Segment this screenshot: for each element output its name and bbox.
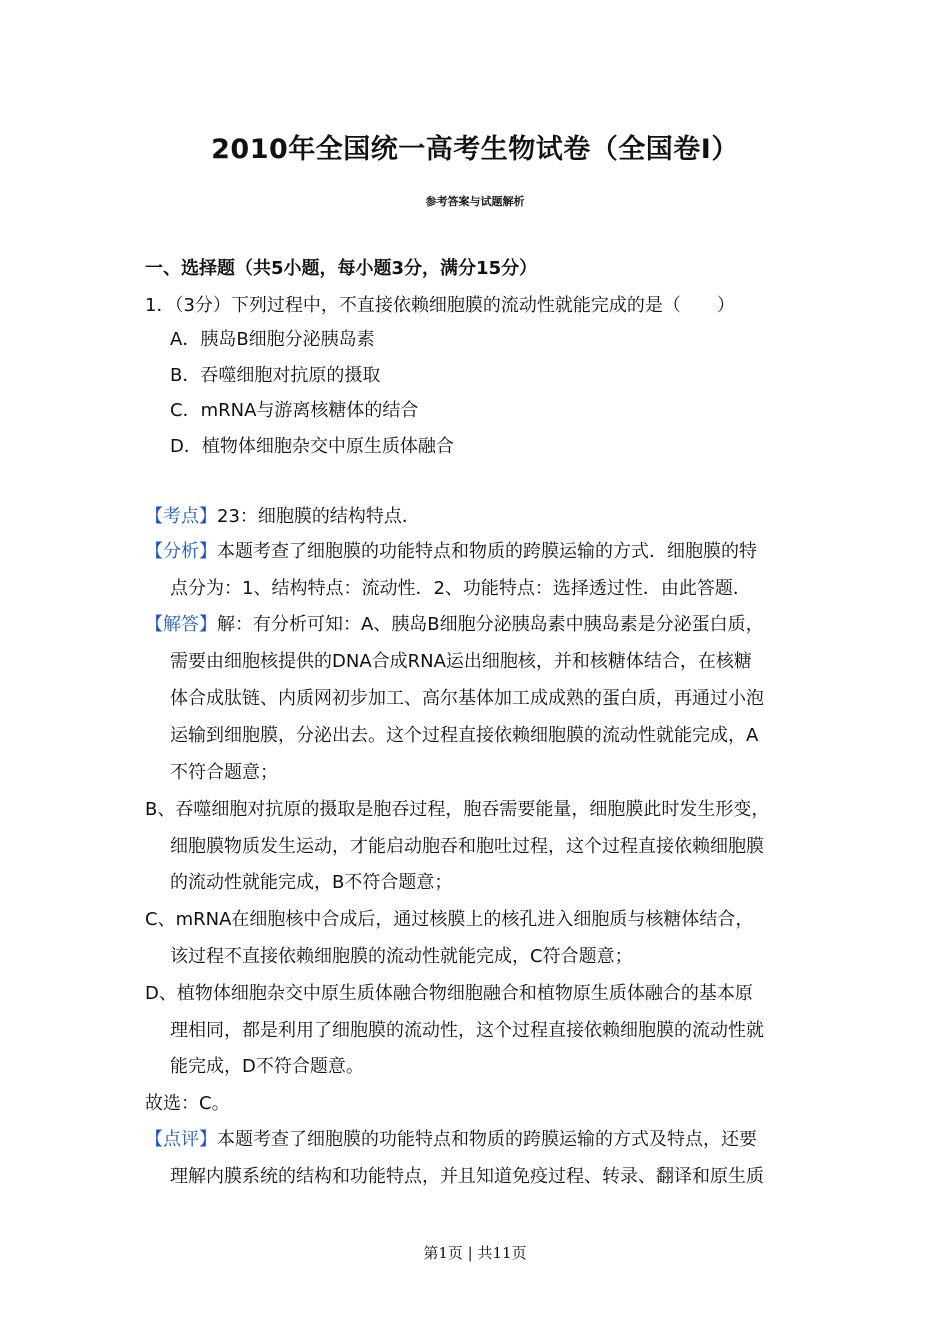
dianping-line-1	[145, 1126, 757, 1154]
page-title: 2010年全国统一高考生物试卷（全国卷Ⅰ）	[211, 134, 739, 165]
dianping-label: 【点评】	[145, 1129, 217, 1150]
jieda-line-2: 需要由细胞核提供的DNA合成RNA运出细胞核，并和核糖体结合，在核糖	[170, 651, 752, 672]
b-line-1: B、吞噬细胞对抗原的摄取是胞吞过程，胞吞需要能量，细胞膜此时发生形变，	[145, 799, 770, 820]
option-a: A．胰岛B细胞分泌胰岛素	[170, 329, 375, 350]
dianping-line-2: 理解内膜系统的结构和功能特点，并且知道免疫过程、转录、翻译和原生质	[170, 1166, 764, 1187]
option-d: D．植物体细胞杂交中原生质体融合	[170, 436, 454, 457]
jieda-line-1	[145, 611, 764, 639]
d-line-2: 理相同，都是利用了细胞膜的流动性，这个过程直接依赖细胞膜的流动性就	[170, 1020, 764, 1041]
jieda-line-4: 运输到细胞膜，分泌出去。这个过程直接依赖细胞膜的流动性就能完成，A	[170, 725, 759, 746]
option-b: B．吞噬细胞对抗原的摄取	[170, 365, 381, 386]
d-line-3: 能完成，D不符合题意。	[170, 1056, 364, 1077]
fenxi-text-1: 本题考查了细胞膜的功能特点和物质的跨膜运输的方式．细胞膜的特	[217, 541, 757, 562]
fenxi-label: 【分析】	[145, 541, 217, 562]
fenxi-line-1	[145, 538, 757, 566]
c-line-1: C、mRNA在细胞核中合成后，通过核膜上的核孔进入细胞质与核糖体结合，	[145, 909, 754, 930]
kaodian-line	[145, 503, 420, 531]
page-footer: 第1页 | 共11页	[423, 1244, 527, 1262]
section-heading: 一、选择题（共5小题，每小题3分，满分15分）	[145, 258, 538, 279]
kaodian-label: 【考点】	[145, 506, 217, 527]
question-stem: 1．（3分）下列过程中，不直接依赖细胞膜的流动性就能完成的是（ ）	[145, 295, 735, 316]
jieda-label: 【解答】	[145, 614, 217, 635]
answer-line: 故选：C。	[145, 1093, 230, 1114]
c-line-2: 该过程不直接依赖细胞膜的流动性就能完成，C符合题意；	[170, 946, 633, 967]
dianping-text-1: 本题考查了细胞膜的功能特点和物质的跨膜运输的方式及特点，还要	[217, 1129, 757, 1150]
option-c: C．mRNA与游离核糖体的结合	[170, 400, 419, 421]
b-line-2: 细胞膜物质发生运动，才能启动胞吞和胞吐过程，这个过程直接依赖细胞膜	[170, 836, 764, 857]
jieda-line-5: 不符合题意；	[170, 762, 278, 783]
jieda-line-3: 体合成肽链、内质网初步加工、高尔基体加工成成熟的蛋白质，再通过小泡	[170, 688, 764, 709]
d-line-1: D、植物体细胞杂交中原生质体融合物细胞融合和植物原生质体融合的基本原	[145, 983, 753, 1004]
jieda-text-1: 解：有分析可知：A、胰岛B细胞分泌胰岛素中胰岛素是分泌蛋白质，	[217, 614, 764, 635]
kaodian-text: 23：细胞膜的结构特点．	[217, 506, 420, 527]
page-subtitle: 参考答案与试题解析	[425, 195, 525, 208]
b-line-3: 的流动性就能完成，B不符合题意；	[170, 872, 453, 893]
fenxi-line-2: 点分为：1、结构特点：流动性．2、功能特点：选择透过性．由此答题．	[170, 578, 751, 599]
